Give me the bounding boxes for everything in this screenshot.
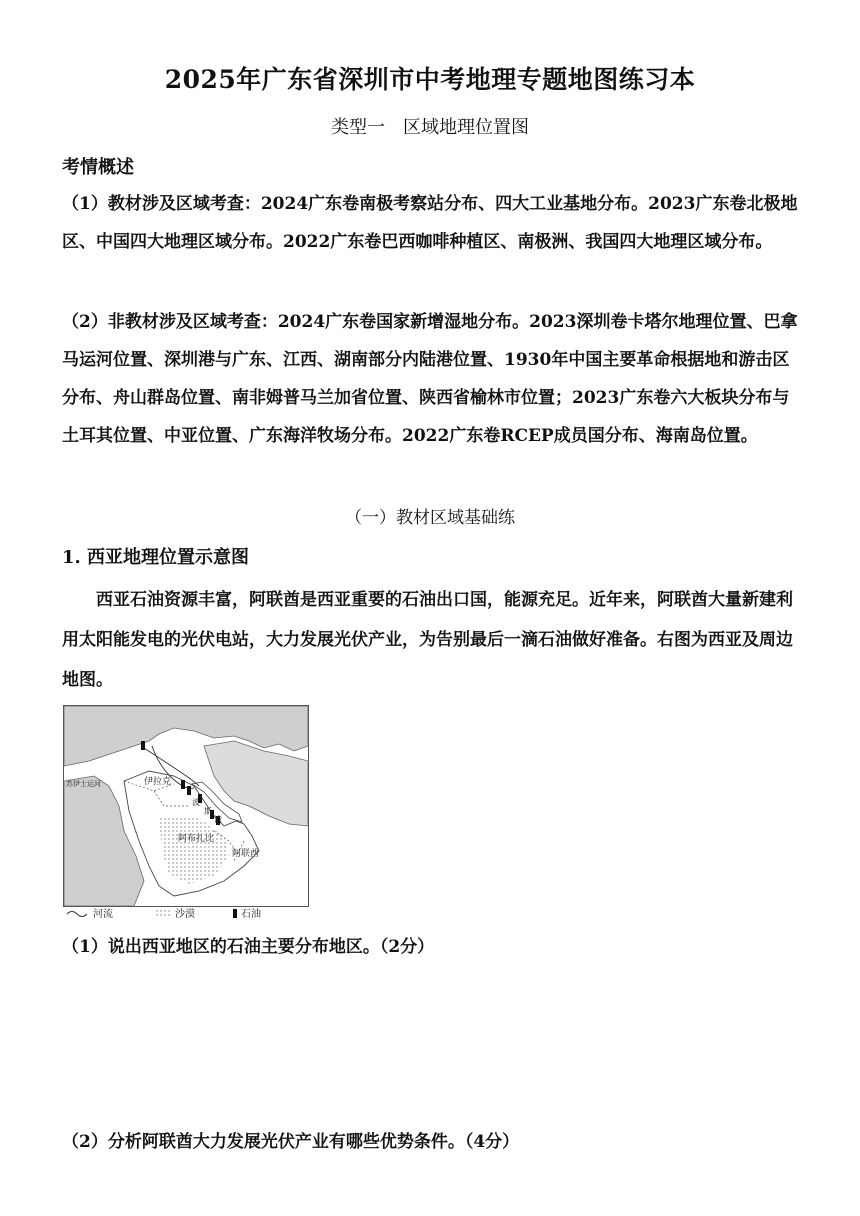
overview-heading: 考情概述 bbox=[62, 157, 134, 178]
oil-legend-icon bbox=[233, 909, 237, 918]
label-si: 斯 bbox=[204, 807, 212, 816]
legend-desert: 沙漠 bbox=[175, 909, 195, 920]
river-legend-icon bbox=[67, 912, 87, 917]
page-title: 2025年广东省深圳市中考地理专题地图练习本 bbox=[164, 65, 696, 94]
question-1: （1）说出西亚地区的石油主要分布地区。（2分） bbox=[62, 937, 435, 957]
map-legend bbox=[63, 905, 313, 921]
label-wan: 湾 bbox=[214, 815, 222, 824]
question-group-title: 1. 西亚地理位置示意图 bbox=[62, 547, 250, 568]
page-subtitle: 类型一 区域地理位置图 bbox=[331, 117, 529, 138]
desert-legend-icon bbox=[155, 909, 171, 918]
question-2: （2）分析阿联酋大力发展光伏产业有哪些优势条件。（4分） bbox=[62, 1132, 520, 1152]
desert-legend-dots bbox=[156, 910, 169, 915]
legend-river: 河流 bbox=[93, 909, 113, 920]
label-suez: 苏伊士运河 bbox=[66, 780, 101, 788]
section-heading: （一）教材区域基础练 bbox=[345, 508, 515, 528]
map-graphic bbox=[64, 706, 308, 906]
label-bo: 波 bbox=[192, 798, 200, 807]
intro-paragraph: 西亚石油资源丰富，阿联酋是西亚重要的石油出口国，能源充足。近年来，阿联酋大量新建利用太阳能发电的光伏电站，大力发展光伏产业，为告别最后一滴石油做好准备。右图为西亚及周边地图。 bbox=[62, 590, 793, 690]
label-abudhabi: 阿布扎比 bbox=[178, 834, 215, 844]
legend-graphic bbox=[63, 905, 313, 921]
label-iraq: 伊拉克 bbox=[144, 777, 172, 787]
west-asia-map bbox=[63, 705, 309, 907]
legend-oil: 石油 bbox=[241, 909, 261, 920]
label-uae: 阿联酋 bbox=[232, 849, 260, 859]
overview-paragraph-2: （2）非教材涉及区域考查：2024广东卷国家新增湿地分布。2023深圳卷卡塔尔地理位置、巴拿马运河位置、深圳港与广东、江西、湖南部分内陆港位置、1930年中国主要革命根据地和游击区分布、舟山群岛位置、南非姆普马兰加省位置、陕西省榆林市位置；2023广东卷六大板块分布与土耳其位置、中亚位置、广东海洋牧场分布。2022广东卷RCEP成员国分布、海南岛位置。 bbox=[62, 312, 798, 446]
overview-paragraph-1: （1）教材涉及区域考查：2024广东卷南极考察站分布、四大工业基地分布。2023广东卷北极地区、中国四大地理区域分布。2022广东卷巴西咖啡种植区、南极洲、我国四大地理区域分布。 bbox=[62, 194, 798, 252]
